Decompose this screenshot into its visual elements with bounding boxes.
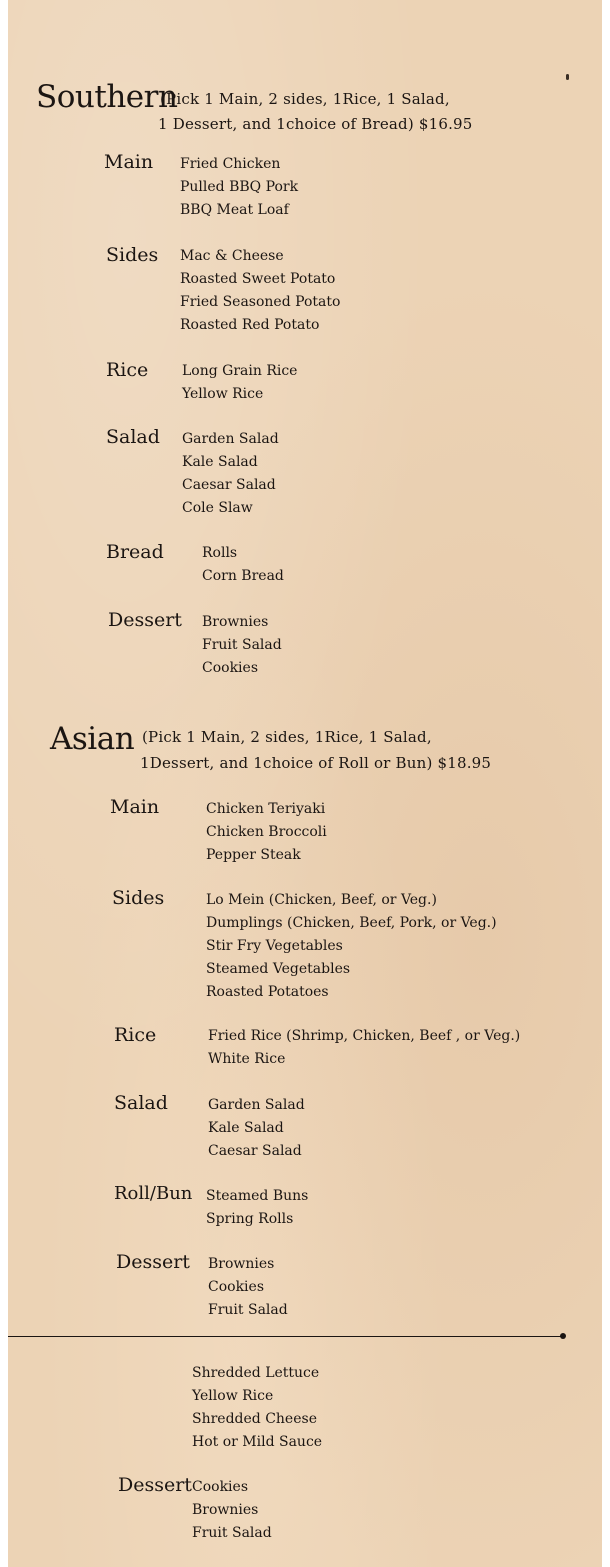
asian-desc-line1: (Pick 1 Main, 2 sides, 1Rice, 1 Salad,: [142, 728, 432, 746]
southern-rice-item: Long Grain Rice: [182, 363, 298, 379]
asian-roll-item: Spring Rolls: [206, 1211, 294, 1227]
asian-desc-line2: 1Dessert, and 1choice of Roll or Bun) $18.95: [140, 754, 492, 772]
asian-roll-item: Steamed Buns: [206, 1188, 309, 1204]
asian-main-label: Main: [110, 796, 160, 818]
southern-title: Southern: [36, 79, 178, 115]
asian-sides-item: Lo Mein (Chicken, Beef, or Veg.): [206, 892, 437, 908]
southern-dessert-label: Dessert: [108, 609, 182, 631]
asian-title: Asian: [50, 721, 135, 757]
extras-dessert-item: Fruit Salad: [192, 1525, 272, 1541]
southern-main-label: Main: [104, 151, 154, 173]
southern-salad-item: Garden Salad: [182, 431, 279, 447]
southern-desc-line2: 1 Dessert, and 1choice of Bread) $16.95: [158, 115, 473, 133]
southern-sides-item: Roasted Sweet Potato: [180, 271, 336, 287]
asian-roll-label: Roll/Bun: [114, 1183, 193, 1204]
asian-dessert-label: Dessert: [116, 1251, 190, 1273]
paper-speck: [566, 74, 569, 80]
southern-desc-line1: (Pick 1 Main, 2 sides, 1Rice, 1 Salad,: [160, 90, 450, 108]
asian-salad-label: Salad: [114, 1092, 168, 1114]
divider-end-dot: [560, 1333, 566, 1339]
asian-main-item: Chicken Teriyaki: [206, 801, 326, 817]
southern-rice-item: Yellow Rice: [182, 386, 264, 402]
extras-dessert-item: Brownies: [192, 1502, 259, 1518]
asian-rice-item: White Rice: [208, 1051, 286, 1067]
topping-item: Shredded Lettuce: [192, 1365, 320, 1381]
asian-sides-item: Stir Fry Vegetables: [206, 938, 343, 954]
southern-bread-item: Corn Bread: [202, 568, 284, 584]
southern-main-item: BBQ Meat Loaf: [180, 202, 289, 218]
asian-dessert-item: Cookies: [208, 1279, 264, 1295]
topping-item: Shredded Cheese: [192, 1411, 317, 1427]
southern-bread-label: Bread: [106, 541, 164, 563]
southern-sides-label: Sides: [106, 244, 159, 266]
asian-sides-label: Sides: [112, 887, 165, 909]
southern-dessert-item: Cookies: [202, 660, 258, 676]
southern-sides-item: Mac & Cheese: [180, 248, 284, 264]
asian-sides-item: Steamed Vegetables: [206, 961, 351, 977]
asian-salad-item: Kale Salad: [208, 1120, 284, 1136]
southern-main-item: Pulled BBQ Pork: [180, 179, 299, 195]
southern-dessert-item: Brownies: [202, 614, 269, 630]
asian-sides-item: Roasted Potatoes: [206, 984, 329, 1000]
asian-salad-item: Caesar Salad: [208, 1143, 302, 1159]
southern-bread-item: Rolls: [202, 545, 238, 561]
asian-salad-item: Garden Salad: [208, 1097, 305, 1113]
asian-main-item: Pepper Steak: [206, 847, 301, 863]
southern-salad-item: Cole Slaw: [182, 500, 253, 516]
southern-sides-item: Roasted Red Potato: [180, 317, 320, 333]
southern-rice-label: Rice: [106, 359, 149, 381]
topping-item: Yellow Rice: [192, 1388, 274, 1404]
asian-rice-item: Fried Rice (Shrimp, Chicken, Beef , or Veg.): [208, 1028, 521, 1044]
asian-dessert-item: Fruit Salad: [208, 1302, 288, 1318]
asian-main-item: Chicken Broccoli: [206, 824, 327, 840]
asian-dessert-item: Brownies: [208, 1256, 275, 1272]
topping-item: Hot or Mild Sauce: [192, 1434, 323, 1450]
extras-dessert-item: Cookies: [192, 1479, 248, 1495]
southern-salad-label: Salad: [106, 426, 160, 448]
asian-sides-item: Dumplings (Chicken, Beef, Pork, or Veg.): [206, 915, 497, 931]
extras-dessert-label: Dessert: [118, 1474, 192, 1496]
southern-salad-item: Kale Salad: [182, 454, 258, 470]
southern-main-item: Fried Chicken: [180, 156, 281, 172]
southern-dessert-item: Fruit Salad: [202, 637, 282, 653]
asian-rice-label: Rice: [114, 1024, 157, 1046]
southern-sides-item: Fried Seasoned Potato: [180, 294, 341, 310]
section-divider: [8, 1336, 564, 1337]
menu-paper: [8, 0, 602, 1567]
southern-salad-item: Caesar Salad: [182, 477, 276, 493]
